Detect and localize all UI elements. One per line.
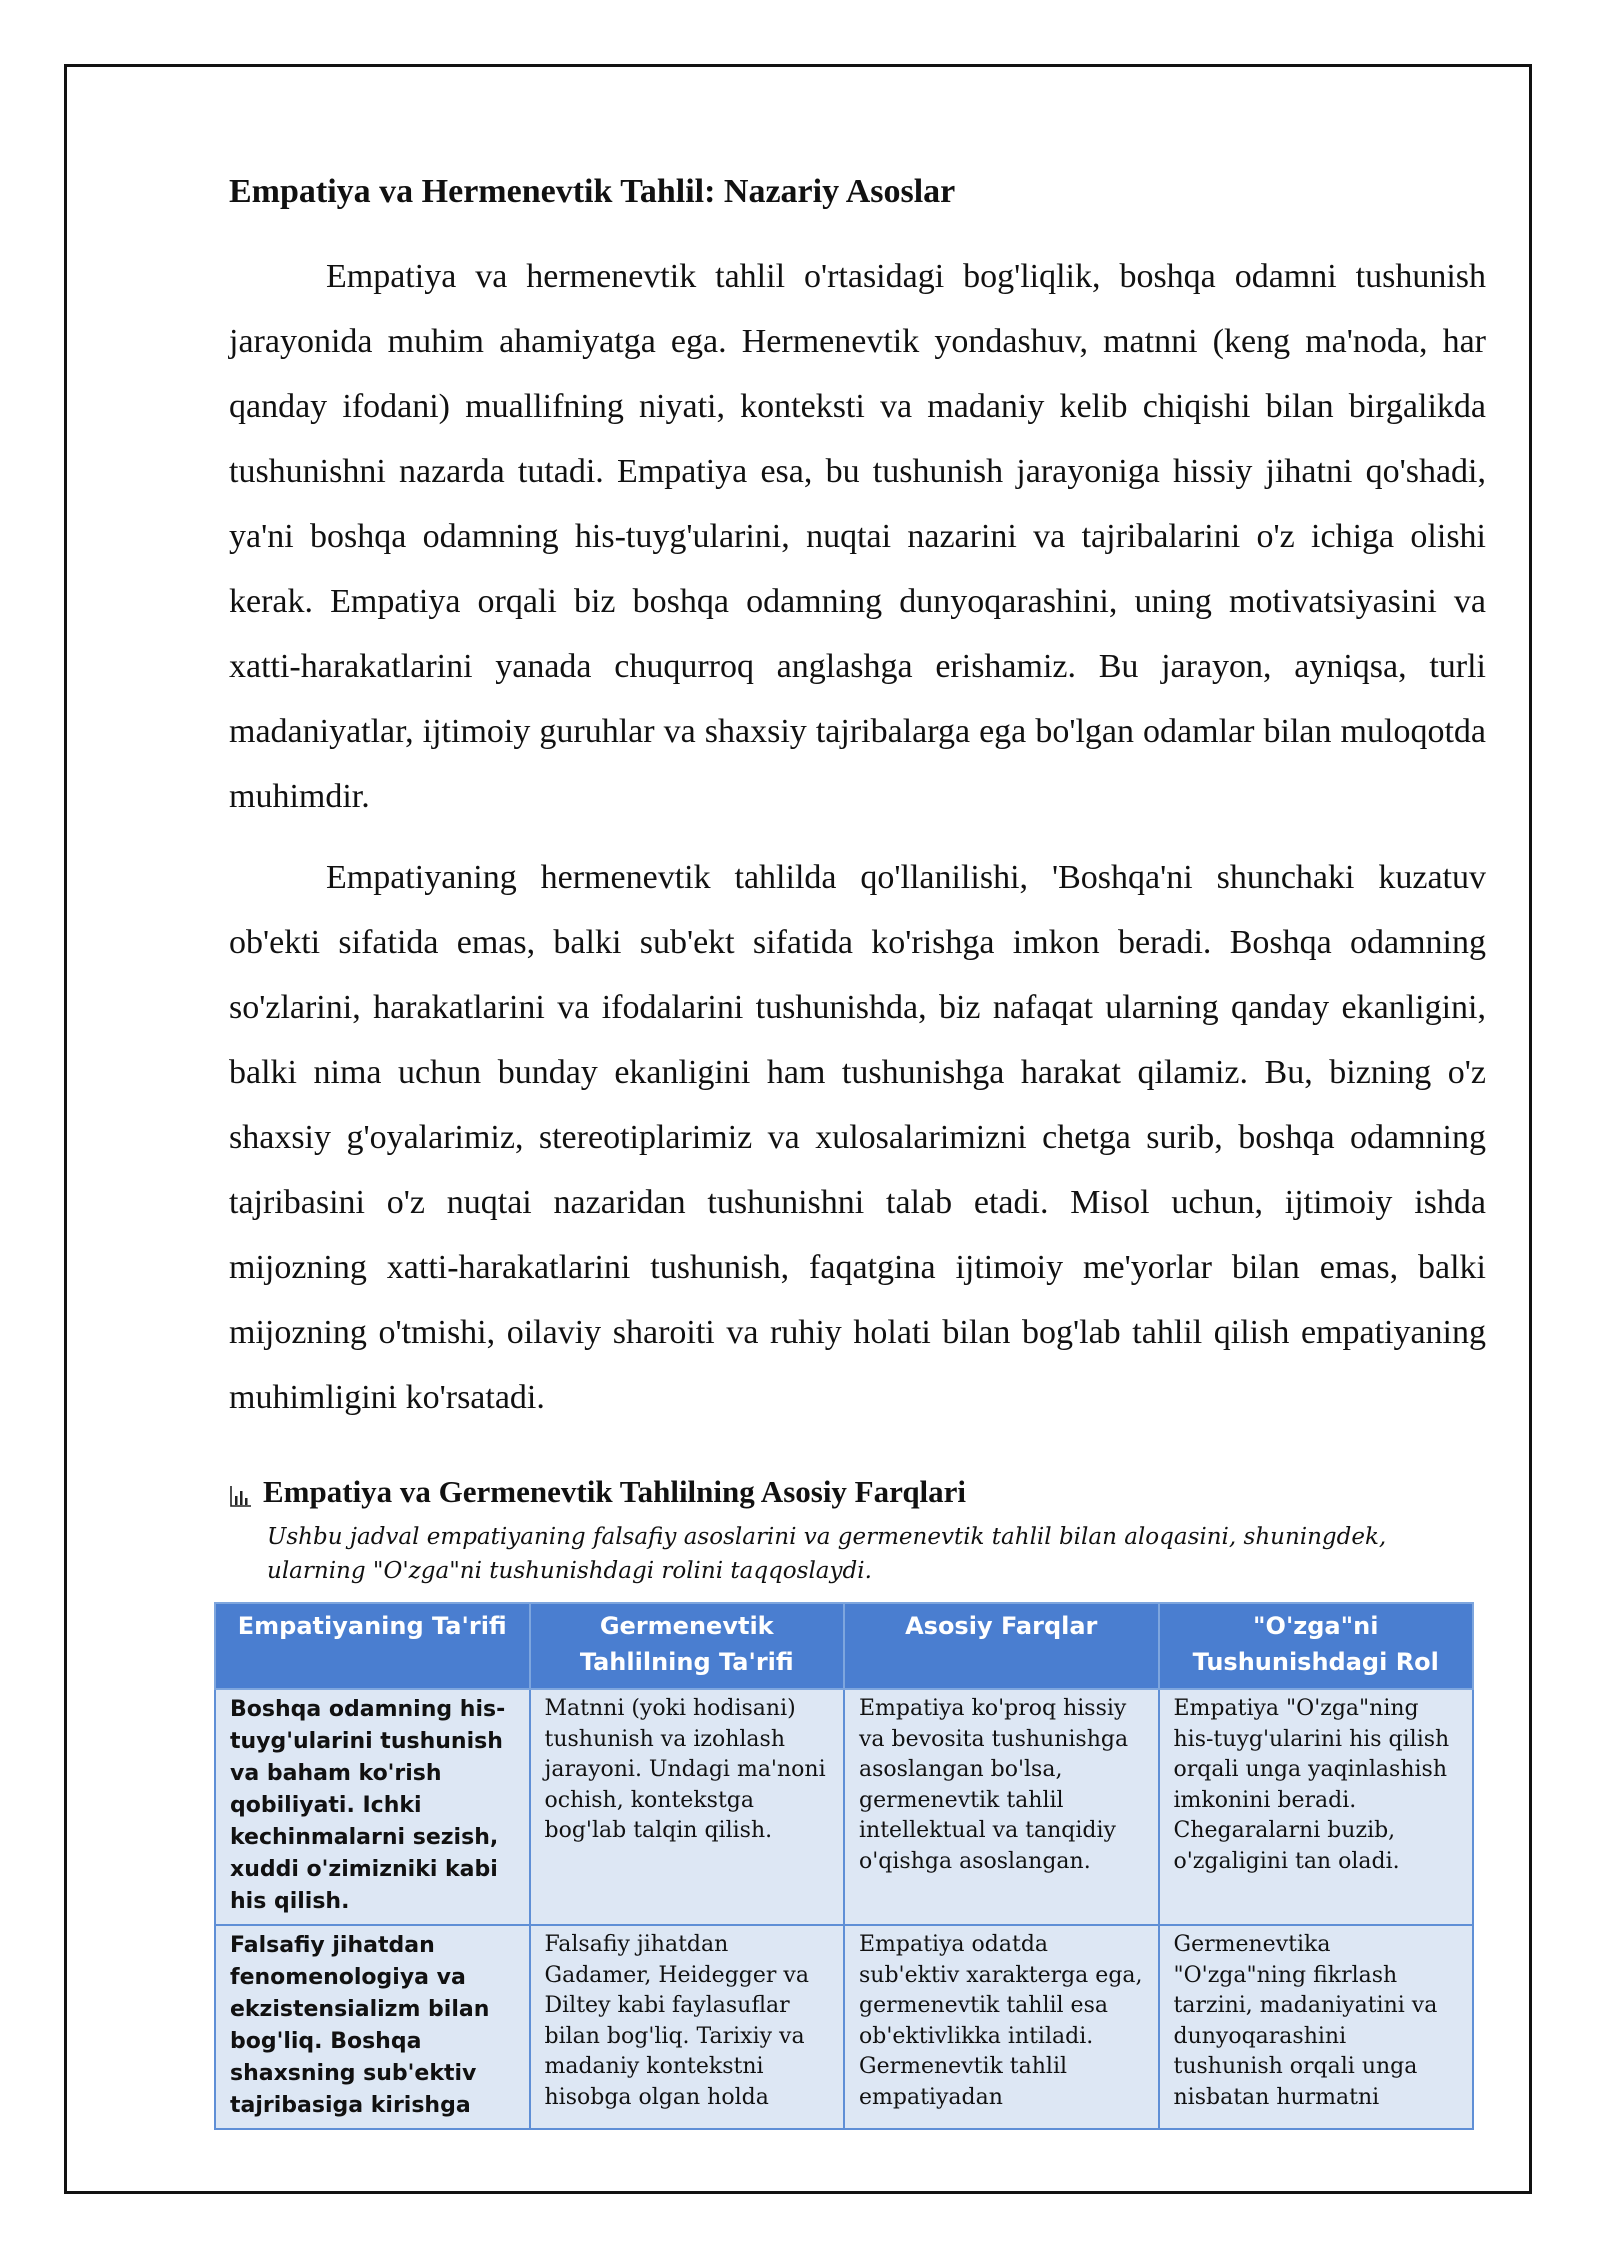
header-cell: Asosiy Farqlar <box>844 1603 1159 1689</box>
table-row <box>215 1689 1473 1925</box>
table-title <box>229 1474 1486 1510</box>
header-cell: "O'zga"ni Tushunishdagi Rol <box>1159 1603 1474 1689</box>
section-heading: Empatiya va Hermenevtik Tahlil: Nazariy Asoslar <box>229 173 956 210</box>
header-cell: Empatiyaning Ta'rifi <box>215 1603 530 1689</box>
document-body <box>229 170 1486 2130</box>
paragraph-1: Empatiya va hermenevtik tahlil o'rtasidagi bog'liqlik, boshqa odamni tushunish jarayonida muhim ahamiyatga ega. Hermenevtik yondashuv, matnni (keng ma'noda, har qanday ifodani) muallifning niyati, konteksti va madaniy kelib chiqishi bilan birgalikda tushunishni nazarda tutadi. Empatiya esa, bu tushunish jarayoniga hissiy jihatni qo'shadi, ya'ni boshqa odamning his-tuyg'ularini, nuqtai nazarini va tajribalarini o'z ichiga olishi kerak. Empatiya orqali biz boshqa odamning dunyoqarashini, uning motivatsiyasini va xatti-harakatlarini yanada chuqurroq anglashga erishamiz. Bu jarayon, ayniqsa, turli madaniyatlar, ijtimoiy guruhlar va shaxsiy tajribalarga ega bo'lgan odamlar bilan muloqotda muhimdir. <box>229 258 1486 816</box>
table-cell: Empatiya odatda sub'ektiv xarakterga ega, germenevtik tahlil esa ob'ektivlikka intiladi. Germenevtik tahlil empatiyadan <box>844 1925 1159 2129</box>
bar-chart-icon <box>229 1480 253 1504</box>
paragraph-2: Empatiyaning hermenevtik tahlilda qo'llanilishi, 'Boshqa'ni shunchaki kuzatuv ob'ekti sifatida emas, balki sub'ekt sifatida ko'rishga imkon beradi. Boshqa odamning so'zlarini, harakatlarini va ifodalarini tushunishda, biz nafaqat ularning qanday ekanligini, balki nima uchun bunday ekanligini ham tushunishga harakat qilamiz. Bu, bizning o'z shaxsiy g'oyalarimiz, stereotiplarimiz va xulosalarimizni chetga surib, boshqa odamning tajribasini o'z nuqtai nazaridan tushunishni talab etadi. Misol uchun, ijtimoiy ishda mijozning xatti-harakatlarini tushunish, faqatgina ijtimoiy me'yorlar bilan emas, balki mijozning o'tmishi, oilaviy sharoiti va ruhiy holati bilan bog'lab tahlil qilish empatiyaning muhimligini ko'rsatadi. <box>229 859 1486 1417</box>
table-caption: Ushbu jadval empatiyaning falsafiy asoslarini va germenevtik tahlil bilan aloqasini, shuningdek, ularning "O'zga"ni tushunishdagi rolini taqqoslaydi. <box>267 1524 1387 1585</box>
table-cell: Boshqa odamning his-tuyg'ularini tushunish va baham ko'rish qobiliyati. Ichki kechinmalarni sezish, xuddi o'zimizniki kabi his qilish. <box>215 1689 530 1925</box>
table-cell: Empatiya ko'proq hissiy va bevosita tushunishga asoslangan bo'lsa, germenevtik tahlil intellektual va tanqidiy o'qishga asoslangan. <box>844 1689 1159 1925</box>
comparison-table <box>214 1602 1474 2130</box>
table-cell: Germenevtika "O'zga"ning fikrlash tarzini, madaniyatini va dunyoqarashini tushunish orqali unga nisbatan hurmatni <box>1159 1925 1474 2129</box>
table-cell: Empatiya "O'zga"ning his-tuyg'ularini his qilish orqali unga yaqinlashish imkonini beradi. Chegaralarni buzib, o'zgaligini tan oladi. <box>1159 1689 1474 1925</box>
table-cell: Falsafiy jihatdan fenomenologiya va ekzistensializm bilan bog'liq. Boshqa shaxsning sub'ektiv tajribasiga kirishga <box>215 1925 530 2129</box>
table-cell: Matnni (yoki hodisani) tushunish va izohlash jarayoni. Undagi ma'noni ochish, kontekstga bog'lab talqin qilish. <box>530 1689 845 1925</box>
header-cell: Germenevtik Tahlilning Ta'rifi <box>530 1603 845 1689</box>
table-title-text: Empatiya va Germenevtik Tahlilning Asosiy Farqlari <box>263 1474 967 1510</box>
table-cell: Falsafiy jihatdan Gadamer, Heidegger va Diltey kabi faylasuflar bilan bog'liq. Tarixiy va madaniy kontekstni hisobga olgan holda <box>530 1925 845 2129</box>
table-header-row <box>215 1603 1473 1689</box>
table-row <box>215 1925 1473 2129</box>
